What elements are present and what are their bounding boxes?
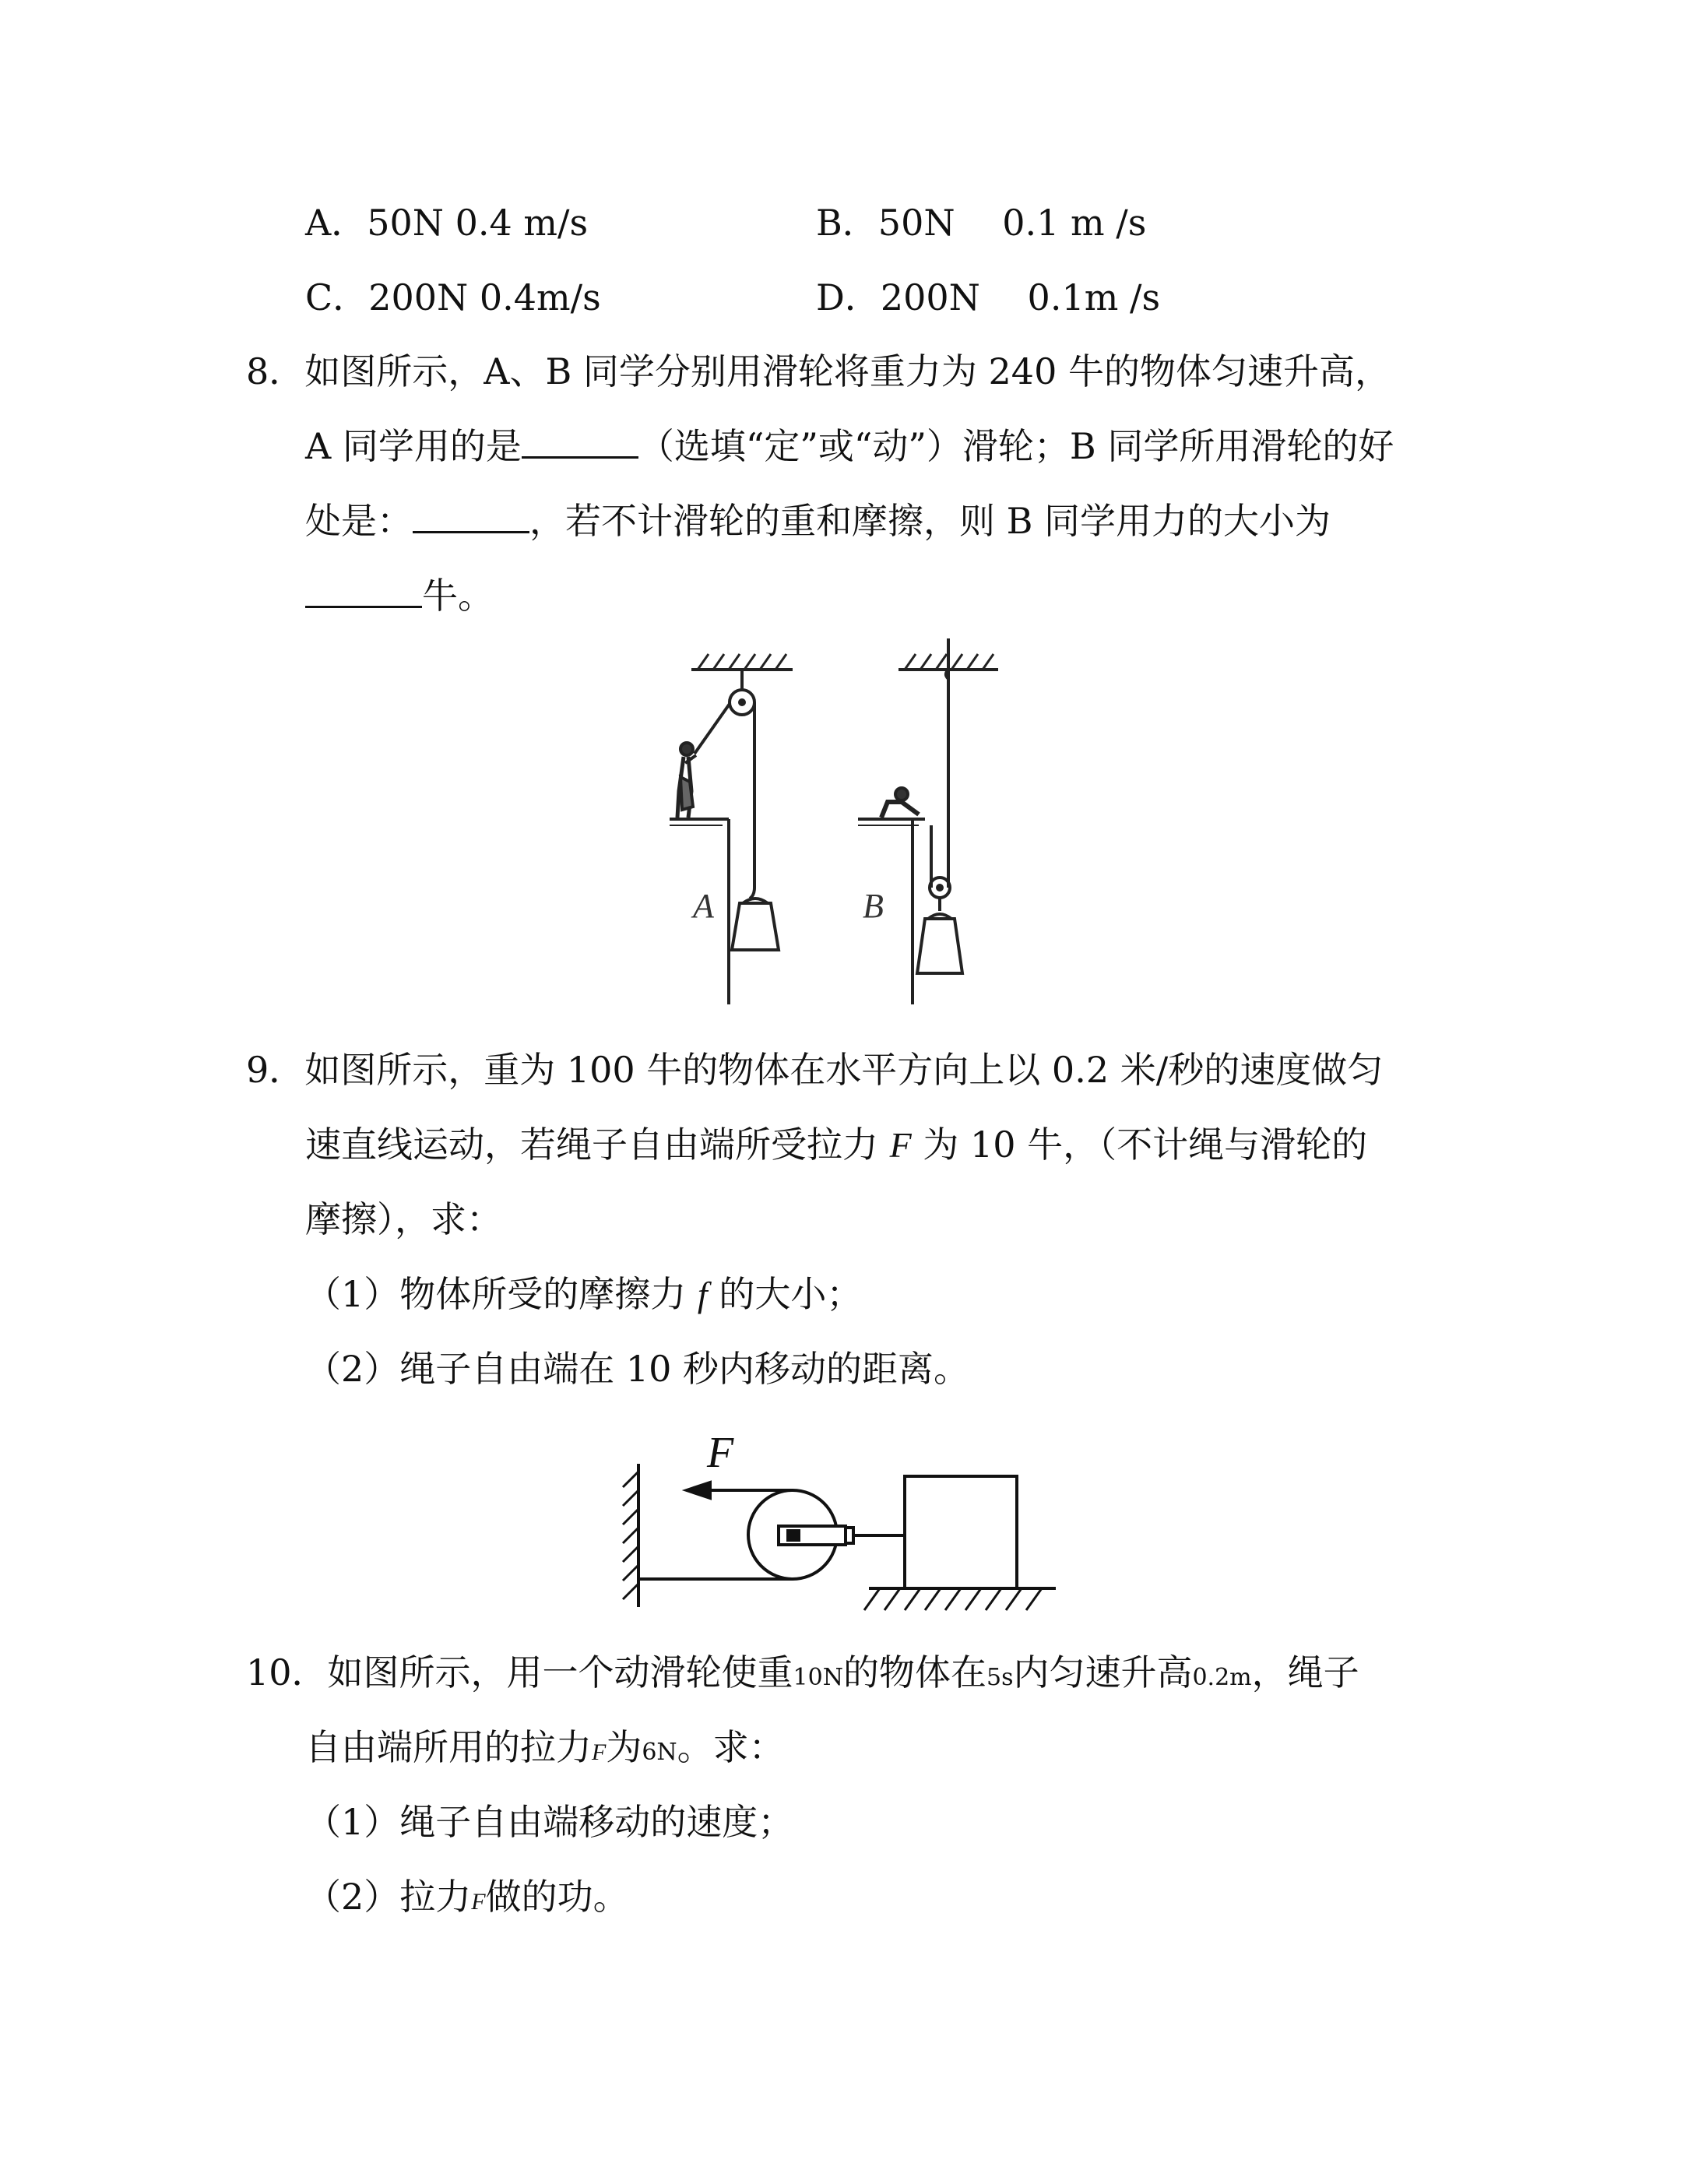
q10-sub-2	[305, 1873, 629, 1926]
q10-time: 5s	[986, 1664, 1014, 1691]
q10-force-var: F	[592, 1739, 607, 1765]
q10-line-1-c: 内匀速升高	[1013, 1651, 1193, 1693]
q10-sub-1: （1）绳子自由端移动的速度；	[305, 1801, 794, 1843]
q10-line-2-b: 为	[606, 1726, 642, 1768]
label-a: A	[693, 887, 714, 925]
q9-line-2-start: 速直线运动，若绳子自由端所受拉力	[305, 1124, 878, 1166]
q9-line-3: 摩擦），求：	[305, 1198, 502, 1240]
q8-line-3-end: ，若不计滑轮的重和摩擦，则 B 同学用力的大小为	[529, 500, 1331, 542]
option-a: A．50N 0.4 m/s	[305, 202, 589, 244]
q9-sub-2: （2）绳子自由端在 10 秒内移动的距离。	[305, 1348, 970, 1390]
q8-line-3	[305, 498, 1331, 544]
q9-sub-1-start: （1）物体所受的摩擦力	[305, 1273, 687, 1315]
force-var: F	[889, 1125, 912, 1165]
ceiling-a-hatch	[698, 654, 786, 670]
option-c: C．200N 0.4m/s	[305, 276, 601, 318]
person-a	[677, 743, 696, 818]
force-label: F	[707, 1429, 734, 1477]
q10-weight: 10N	[793, 1664, 843, 1691]
q8-line-2	[305, 423, 1394, 470]
q10-line-1-a: 10．如图所示，用一个动滑轮使重	[246, 1651, 793, 1693]
q10-line-1-d: ，绳子	[1251, 1651, 1359, 1693]
q9-line-2	[305, 1121, 1367, 1169]
weight-b	[917, 919, 962, 973]
q8-line-2-end: （选填“定”或“动”）滑轮；B 同学所用滑轮的好	[638, 425, 1394, 467]
q10-line-2	[305, 1724, 785, 1776]
pulley-figure-ab	[654, 638, 1028, 1012]
answer-blank-3[interactable]	[305, 575, 422, 608]
q9-sub-1	[305, 1271, 862, 1318]
q8-line-1: 8．如图所示，A、B 同学分别用滑轮将重力为 240 牛的物体匀速升高，	[246, 350, 1391, 392]
q10-sub-2-b: 做的功。	[485, 1876, 629, 1918]
q10-line-1	[246, 1649, 1359, 1701]
answer-blank-2[interactable]	[413, 500, 529, 533]
label-b: B	[863, 887, 884, 925]
option-d: D．200N 0.1m /s	[816, 276, 1161, 318]
answer-blank-1[interactable]	[522, 425, 638, 459]
person-b	[881, 788, 919, 818]
q9-line-2-end: 为 10 牛，（不计绳与滑轮的	[923, 1124, 1368, 1166]
q8-line-3-start: 处是：	[305, 500, 413, 542]
q10-sub-2-var: F	[471, 1889, 486, 1915]
q10-line-1-b: 的物体在	[842, 1651, 986, 1693]
q10-line-2-c: 。求：	[677, 1726, 785, 1768]
q9-sub-1-end: 的大小；	[719, 1273, 863, 1315]
q8-line-4-end: 牛。	[422, 575, 494, 617]
q8-line-2-start: A 同学用的是	[305, 425, 522, 467]
force-arrow	[687, 1482, 710, 1498]
horizontal-pulley-figure	[615, 1417, 1067, 1620]
weight-a	[732, 903, 779, 950]
wall-hatch	[623, 1472, 638, 1599]
q9-line-1: 9．如图所示，重为 100 牛的物体在水平方向上以 0.2 米/秒的速度做匀	[246, 1049, 1384, 1091]
q10-sub-2-a: （2）拉力	[305, 1876, 472, 1918]
friction-var: f	[697, 1275, 708, 1314]
ground-hatch	[864, 1588, 1042, 1610]
q8-line-4	[305, 572, 494, 619]
q10-line-2-a: 自由端所用的拉力	[305, 1726, 592, 1768]
block	[905, 1476, 1017, 1588]
option-b: B．50N 0.1 m /s	[816, 202, 1147, 244]
q10-force-value: 6N	[642, 1739, 677, 1766]
q10-height: 0.2m	[1192, 1664, 1252, 1691]
